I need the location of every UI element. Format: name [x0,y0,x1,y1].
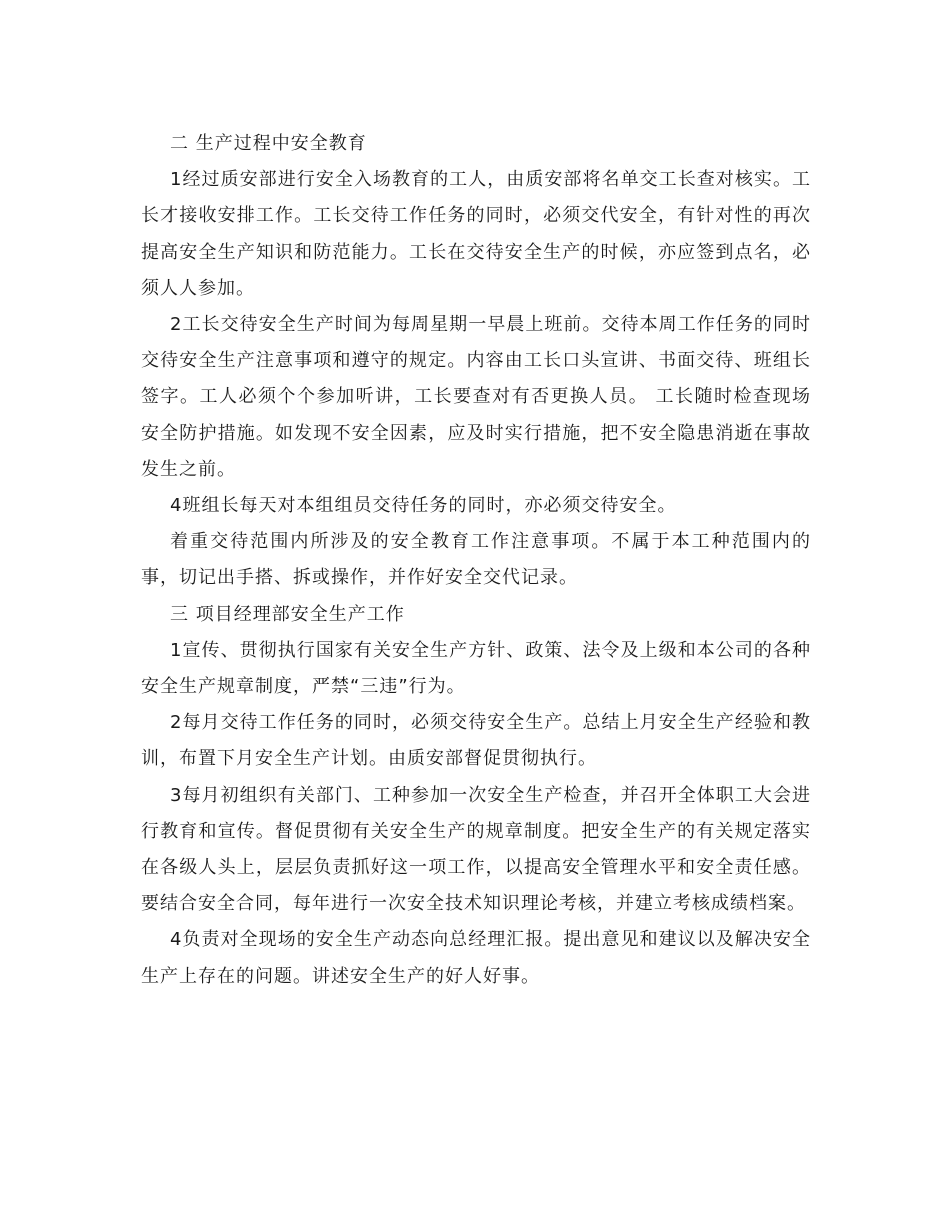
section-2-item-1: 1经过质安部进行安全入场教育的工人，由质安部将名单交工长查对核实。工长才接收安排工作。工长交待工作任务的同时，必须交代安全，有针对性的再次提高安全生产知识和防范能力。工长在交待安全生产的时候，亦应签到点名，必须人人参加。 [141,169,811,299]
section-2-item-4: 4班组长每天对本组组员交待任务的同时，亦必须交待安全。 [170,495,677,517]
section-2-item-2: 2工长交待安全生产时间为每周星期一早晨上班前。交待本周工作任务的同时交待安全生产注意事项和遵守的规定。内容由工长口头宣讲、书面交待、班组长签字。工人必须个个参加听讲，工长要查对有否更换人员。 工长随时检查现场安全防护措施。如发现不安全因素，应及时实行措施，把不安全隐患消逝在事故发生之前。 [141,314,811,480]
section-3-heading: 三 项目经理部安全生产工作 [170,603,405,625]
section-3-item-4: 4负责对全现场的安全生产动态向总经理汇报。提出意见和建议以及解决安全生产上存在的问题。讲述安全生产的好人好事。 [141,929,811,987]
section-3-item-1: 1宣传、贯彻执行国家有关安全生产方针、政策、法令及上级和本公司的各种安全生产规章制度，严禁“三违”行为。 [141,639,811,698]
section-3-item-3: 3每月初组织有关部门、工种参加一次安全生产检查，并召开全体职工大会进行教育和宣传。督促贯彻有关安全生产的规章制度。把安全生产的有关规定落实在各级人头上，层层负责抓好这一项工作，以提高安全管理水平和安全责任感。要结合安全合同，每年进行一次安全技术知识理论考核，并建立考核成绩档案。 [141,784,811,915]
section-3-item-2: 2每月交待工作任务的同时，必须交待安全生产。总结上月安全生产经验和教训，布置下月安全生产计划。由质安部督促贯彻执行。 [141,712,811,770]
section-2-heading: 二 生产过程中安全教育 [170,133,367,154]
document-page [141,126,811,995]
section-2-note: 着重交待范围内所涉及的安全教育工作注意事项。不属于本工种范围内的事，切记出手搭、拆或操作，并作好安全交代记录。 [141,531,811,589]
